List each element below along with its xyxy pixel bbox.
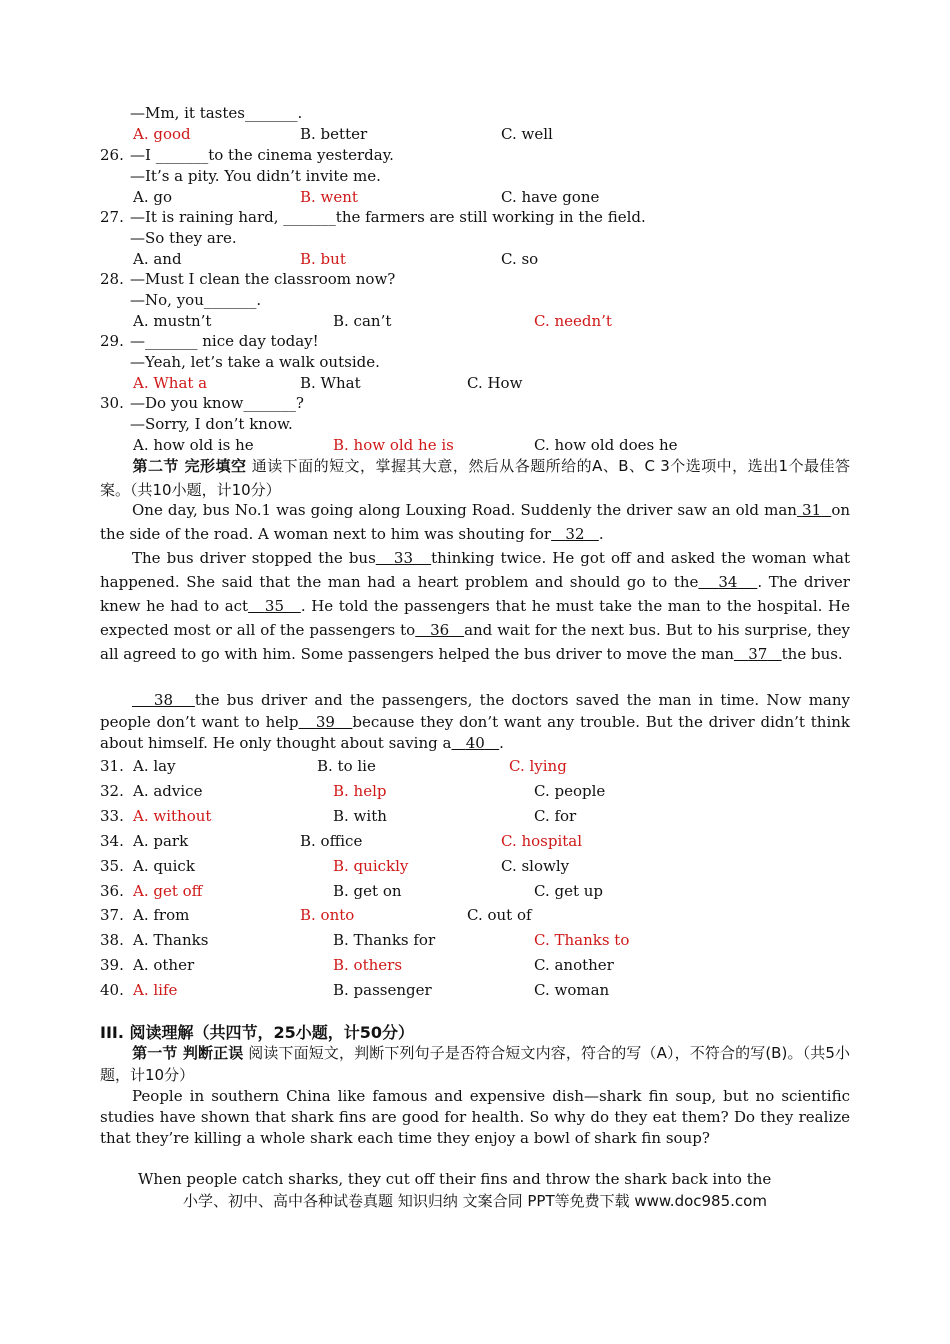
option-c: C. have gone [501, 188, 600, 206]
option-a: A. and [133, 250, 182, 268]
blank-33: 33 [393, 549, 414, 567]
option-c: C. How [467, 374, 523, 392]
question-response: —Yeah, let’s take a walk outside. [130, 353, 380, 371]
option-c: C. needn’t [534, 312, 612, 330]
cloze-option-c: C. lying [509, 757, 567, 775]
question-stem: —Mm, it tastes_______. [130, 104, 303, 122]
cloze-option-b: B. with [333, 806, 387, 825]
option-b: B. better [300, 125, 368, 143]
cloze-option-c: C. hospital [501, 831, 583, 850]
blank-39: 39 [315, 712, 335, 731]
option-b: B. can’t [333, 312, 392, 330]
reading-passage-p1: People in southern China like famous and expensive dish—shark fin soup, but no scientific studies have shown that shark fins are good for health. So why do they eat them? Do they realize that they’re killing a whole shark each time they enjoy a bowl of shark fin soup? [100, 1087, 850, 1147]
question-response: —So they are. [130, 229, 237, 247]
option-a: A. how old is he [133, 436, 254, 454]
question-number: 26. [100, 146, 124, 164]
option-b: B. went [300, 188, 358, 206]
section2-heading: 第二节 完形填空 [132, 457, 247, 475]
cloze-option-c: C. woman [534, 981, 610, 1000]
cloze-number: 35. [100, 856, 124, 875]
part3-heading: III. 阅读理解（共四节，25小题，计50分） [100, 1023, 415, 1042]
question-stem: —I _______to the cinema yesterday. [130, 146, 394, 164]
question-response: —No, you_______. [130, 291, 262, 309]
option-a: A. good [133, 125, 191, 143]
cloze-option-a: A. from [133, 906, 190, 925]
cloze-option-a: A. quick [133, 856, 195, 875]
cloze-option-b: B. onto [300, 906, 355, 925]
section2-instruction: 通读下面的短文，掌握其大意，然后从各题所给的A、B、C 3个选项中，选出1个最佳答案。（共10小题，计10分） [100, 457, 850, 499]
cloze-option-b: B. get on [333, 881, 402, 900]
cloze-number: 33. [100, 806, 124, 825]
question-stem: —_______ nice day today! [130, 332, 319, 350]
question-stem: —Must I clean the classroom now? [130, 270, 396, 288]
question-response: —Sorry, I don’t know. [130, 415, 293, 433]
question-number: 27. [100, 208, 124, 226]
option-c: C. so [501, 250, 539, 268]
cloze-number: 39. [100, 956, 124, 975]
option-a: A. mustn’t [133, 312, 212, 330]
option-c: C. how old does he [534, 436, 678, 454]
part3-sec1-instruction: 阅读下面短文，判断下列句子是否符合短文内容，符合的写（A），不符合的写(B)。（共5小题，计10分） [100, 1044, 850, 1084]
cloze-option-a: A. advice [133, 781, 203, 800]
cloze-option-c: C. Thanks to [534, 931, 630, 950]
cloze-option-c: C. people [534, 781, 606, 800]
cloze-number: 32. [100, 781, 124, 800]
blank-38: 38 [153, 691, 173, 709]
question-response: —It’s a pity. You didn’t invite me. [130, 167, 381, 185]
option-b: B. but [300, 250, 346, 268]
blank-40: 40 [465, 734, 485, 752]
cloze-number: 40. [100, 981, 124, 1000]
cloze-passage-p3: 38 the bus driver and the passengers, the doctors saved the man in time. Now many people don’t want to help 39 because they don’t want any trouble. But the driver didn’t think about himself. He only thought about saving a 40 . [100, 691, 851, 752]
cloze-option-a: A. lay [133, 757, 176, 775]
cloze-option-c: C. get up [534, 881, 604, 900]
cloze-option-a: A. other [133, 956, 195, 975]
cloze-number: 36. [100, 881, 124, 900]
question-stem: —It is raining hard, _______the farmers are still working in the field. [130, 208, 646, 226]
blank-37: 37 [748, 645, 768, 663]
option-c: C. well [501, 125, 553, 143]
cloze-option-c: C. slowly [501, 856, 570, 875]
cloze-option-a: A. Thanks [133, 931, 209, 950]
cloze-option-c: C. for [534, 806, 577, 825]
question-stem: —Do you know_______? [130, 394, 304, 412]
cloze-option-b: B. others [333, 956, 403, 975]
blank-35: 35 [264, 597, 284, 615]
cloze-number: 37. [100, 906, 124, 925]
cloze-option-b: B. quickly [333, 856, 409, 875]
cloze-number: 31. [100, 757, 124, 775]
part3-sec1-header [100, 1043, 850, 1086]
option-a: A. What a [133, 374, 208, 392]
question-number: 28. [100, 270, 124, 288]
part3-sec1-heading: 第一节 判断正误 [132, 1044, 244, 1062]
cloze-option-c: C. out of [467, 906, 532, 925]
cloze-number: 34. [100, 831, 124, 850]
option-b: B. What [300, 374, 361, 392]
option-b: B. how old he is [333, 436, 454, 454]
question-number: 29. [100, 332, 124, 350]
cloze-option-a: A. life [133, 981, 178, 1000]
blank-34: 34 [718, 573, 738, 591]
option-a: A. go [133, 188, 173, 206]
cloze-passage-p1: One day, bus No.1 was going along Louxing Road. Suddenly the driver saw an old man 31 on the side of the road. A woman next to him was shouting for 32 . [100, 501, 851, 543]
cloze-option-b: B. Thanks for [333, 931, 436, 950]
cloze-option-b: B. to lie [317, 757, 376, 775]
cloze-option-b: B. office [300, 831, 363, 850]
question-number: 30. [100, 394, 124, 412]
cloze-number: 38. [100, 931, 124, 950]
cloze-option-b: B. passenger [333, 981, 432, 1000]
section2-header [100, 454, 850, 502]
blank-36: 36 [430, 621, 450, 639]
cloze-passage-p2: The bus driver stopped the bus 33 thinking twice. He got off and asked the woman what happened. She said that the man had a heart problem and should go to the 34 . The driver knew he had to act 35 . He told the passengers that he must take the man to the hospital. He expected most or all of the passengers to 36 and wait for the next bus. But to his surprise, they all agreed to go with him. Some passengers helped the bus driver to move the man 37 the bus. [100, 549, 851, 663]
blank-32: 32 [565, 525, 585, 543]
reading-passage-p2: When people catch sharks, they cut off their fins and throw the shark back into the [138, 1170, 772, 1188]
page-footer: 小学、初中、高中各种试卷真题 知识归纳 文案合同 PPT等免费下载 www.doc985.com [183, 1192, 767, 1210]
cloze-option-c: C. another [534, 956, 614, 975]
cloze-option-a: A. without [133, 806, 212, 825]
cloze-option-b: B. help [333, 781, 387, 800]
cloze-option-a: A. get off [133, 881, 203, 900]
cloze-option-a: A. park [133, 831, 189, 850]
blank-31: 31 [802, 501, 822, 519]
